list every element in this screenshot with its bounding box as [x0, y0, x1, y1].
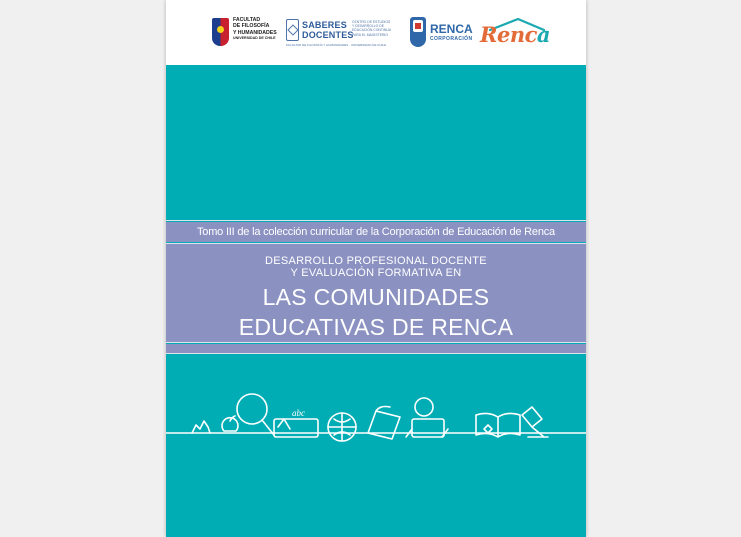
tablet-hand-icon [274, 419, 318, 437]
fyh-line2: DE FILOSOFÍA [233, 23, 270, 30]
renca-brand-wordmark [480, 23, 550, 47]
teacher-screen-icon [406, 398, 448, 437]
fyh-line1: FACULTAD [233, 17, 261, 23]
globe-icon [328, 413, 356, 441]
collection-line: Tomo III de la colección curricular de la Corporación de Educación de Renca [166, 222, 586, 242]
renca-shield-icon [410, 17, 426, 47]
fyh-line3: Y HUMANIDADES [233, 29, 277, 36]
renca-brand-logo [480, 17, 550, 49]
saberes-emblem-icon [286, 19, 299, 41]
subtitle-line2: Y EVALUACIÓN FORMATIVA EN [290, 267, 462, 279]
magnifier-icon [237, 394, 274, 435]
renca-brand-accent: a [536, 22, 550, 47]
fyh-line4: UNIVERSIDAD DE CHILE [233, 36, 276, 41]
fyh-logo [212, 17, 278, 49]
hands-apple-icon [192, 416, 238, 433]
fyh-logo-text [233, 17, 281, 41]
university-crest-icon [212, 18, 229, 46]
title-band [166, 218, 586, 354]
band-bottom-strip [166, 344, 586, 353]
band-divider [166, 342, 586, 343]
renca-corp-name: RENCA [430, 22, 473, 36]
title-line2: EDUCATIVAS DE RENCA [238, 314, 514, 340]
saberes-footer-text: FACULTAD DE FILOSOFÍA Y HUMANIDADES · UNIVERSIDAD DE CHILE [286, 43, 387, 47]
open-book-icon [476, 413, 520, 437]
saberes-side-text: CENTRO DE ESTUDIOS Y DESARROLLO DE EDUCACIÓN CONTINUA PARA EL MAGISTERIO [352, 20, 391, 37]
renca-corp-sub: CORPORACIÓN [430, 36, 473, 42]
band-divider [166, 353, 586, 354]
abc-label: abc [292, 408, 305, 418]
subtitle-line1: DESARROLLO PROFESIONAL DOCENTE [265, 255, 487, 267]
saberes-docentes-logo [286, 17, 398, 49]
title-line1: LAS COMUNIDADES [262, 284, 490, 310]
renca-brand-main: Renc [480, 22, 537, 47]
logo-bar [166, 0, 586, 65]
education-line-illustration [166, 385, 586, 457]
title-block [166, 244, 586, 342]
book-icon [368, 407, 400, 440]
band-divider [166, 220, 586, 221]
saberes-title: SABERES DOCENTES [302, 20, 354, 40]
cover-page [166, 0, 586, 537]
renca-corporacion-logo [410, 17, 472, 49]
